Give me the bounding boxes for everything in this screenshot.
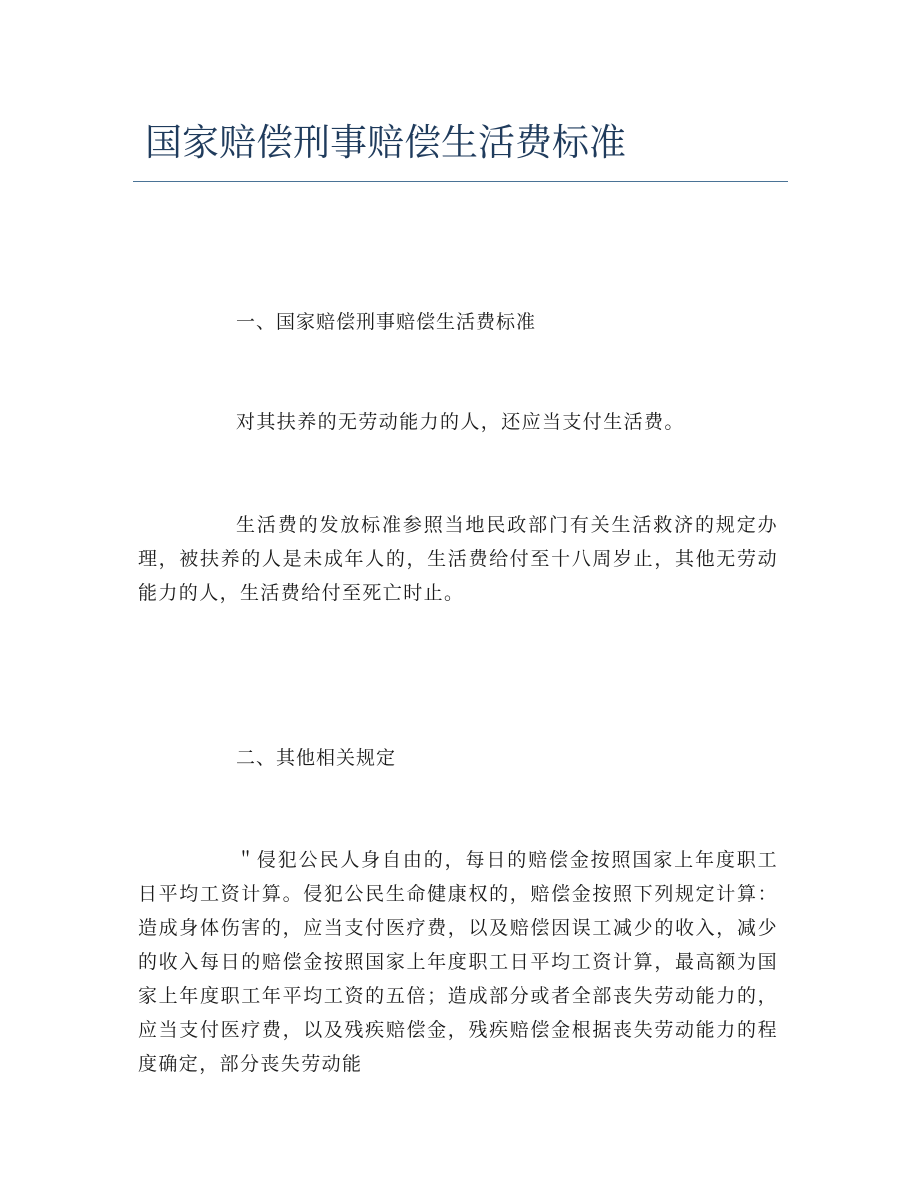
section-1-heading: 一、国家赔偿刑事赔偿生活费标准 bbox=[236, 311, 537, 333]
section-1-paragraph-2: 生活费的发放标准参照当地民政部门有关生活救济的规定办理，被扶养的人是未成年人的，生活费给付至十八周岁止，其他无劳动能力的人，生活费给付至死亡时止。 bbox=[138, 514, 778, 604]
section-2-heading: 二、其他相关规定 bbox=[236, 747, 397, 769]
document-title: 国家赔偿刑事赔偿生活费标准 bbox=[145, 121, 626, 164]
title-underline bbox=[133, 181, 788, 182]
section-2-paragraph-1: ＂侵犯公民人身自由的，每日的赔偿金按照国家上年度职工日平均工资计算。侵犯公民生命健康权的，赔偿金按照下列规定计算：造成身体伤害的，应当支付医疗费，以及赔偿因误工减少的收入，减少的收入每日的赔偿金按照国家上年度职工日平均工资计算，最高额为国家上年度职工年平均工资的五倍；造成部分或者全部丧失劳动能力的，应当支付医疗费，以及残疾赔偿金，残疾赔偿金根据丧失劳动能力的程度确定，部分丧失劳动能 bbox=[138, 849, 778, 1075]
section-1-paragraph-1: 对其扶养的无劳动能力的人，还应当支付生活费。 bbox=[236, 411, 685, 433]
